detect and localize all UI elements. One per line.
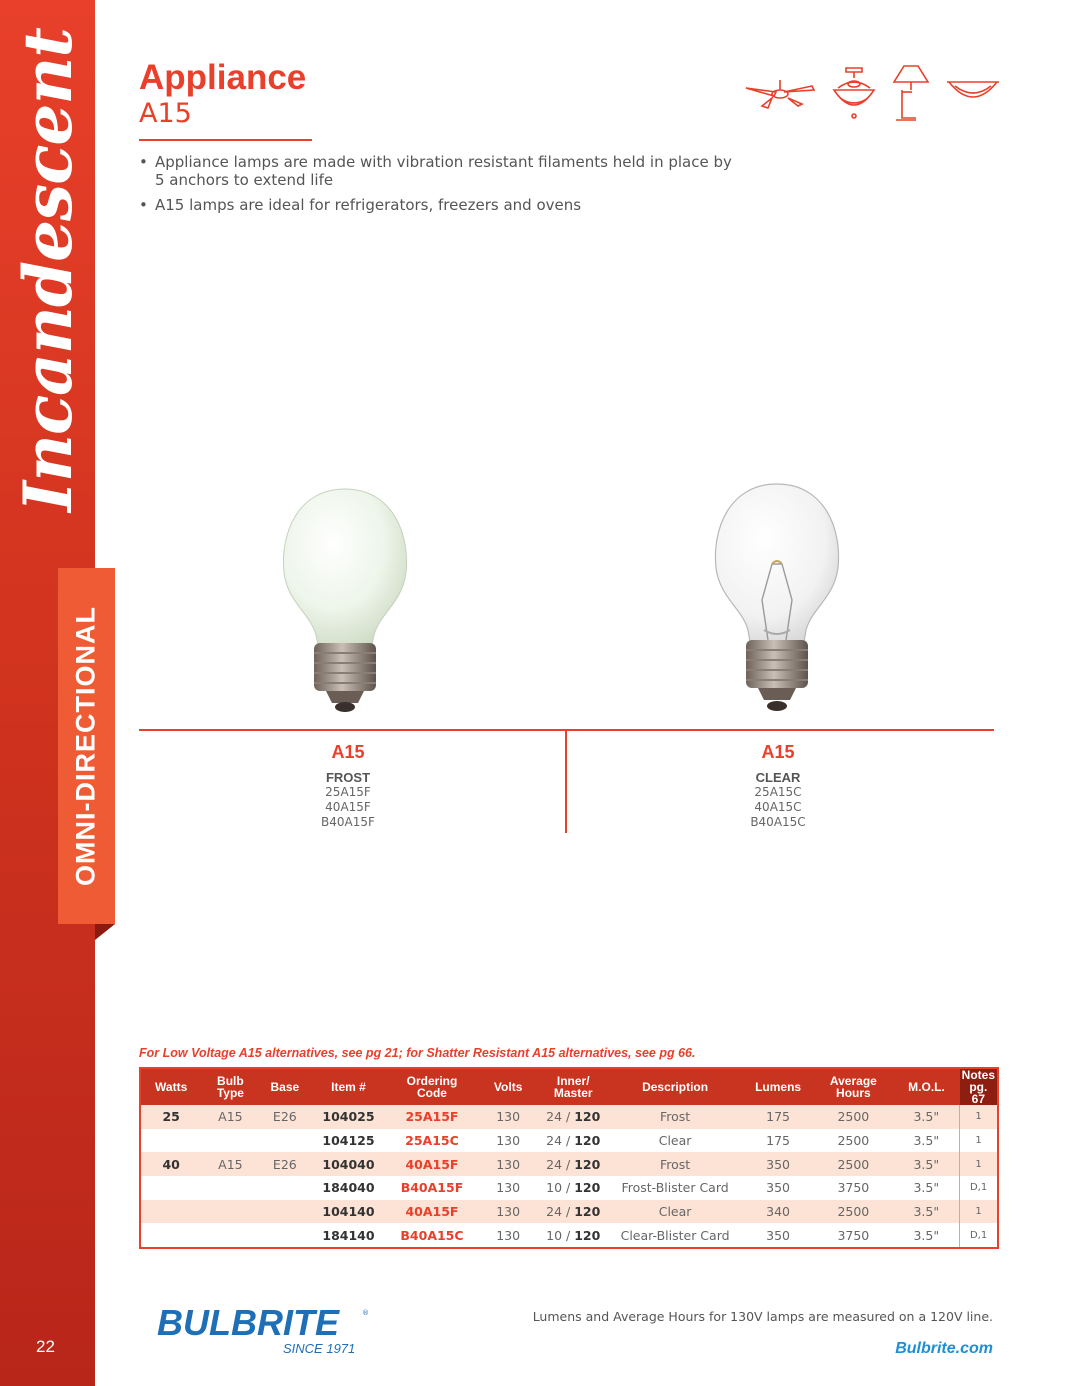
cell-lumens: 350 xyxy=(743,1223,814,1248)
registered-mark: ® xyxy=(362,1309,369,1317)
cell-inner-master: 24 / 120 xyxy=(539,1152,607,1176)
feature-item xyxy=(139,153,739,189)
cell-volts: 130 xyxy=(477,1176,539,1200)
cell-base: E26 xyxy=(259,1152,310,1176)
cell-average-hours: 3750 xyxy=(813,1223,893,1248)
cell-watts xyxy=(140,1200,201,1224)
frost-bulb-image xyxy=(270,485,420,717)
page-number: 22 xyxy=(36,1337,55,1356)
cell-notes: D,1 xyxy=(960,1223,998,1248)
cell-inner-master: 10 / 120 xyxy=(539,1176,607,1200)
cell-watts xyxy=(140,1176,201,1200)
cell-item: 184140 xyxy=(310,1223,387,1248)
cell-average-hours: 2500 xyxy=(813,1152,893,1176)
product-finish: CLEAR xyxy=(755,770,801,785)
product-name: A15 xyxy=(331,742,365,762)
page-subtitle: A15 xyxy=(139,98,192,129)
bowl-fixture-icon xyxy=(947,82,999,97)
cell-ordering-code: 25A15F xyxy=(387,1105,477,1129)
feature-text: Appliance lamps are made with vibration resistant filaments held in place by 5 anchors to extend life xyxy=(155,153,732,189)
table-row xyxy=(140,1105,998,1129)
table-row xyxy=(140,1176,998,1200)
cell-base xyxy=(259,1129,310,1153)
website-link[interactable]: Bulbrite.com xyxy=(895,1340,993,1357)
feature-item xyxy=(139,196,739,214)
table-row xyxy=(140,1223,998,1248)
cell-lumens: 175 xyxy=(743,1129,814,1153)
cell-item: 104025 xyxy=(310,1105,387,1129)
cell-average-hours: 2500 xyxy=(813,1200,893,1224)
brand-since: SINCE 1971 xyxy=(283,1341,356,1356)
cell-volts: 130 xyxy=(477,1105,539,1129)
cell-volts: 130 xyxy=(477,1152,539,1176)
cell-mol: 3.5" xyxy=(893,1152,959,1176)
lumens-footnote: Lumens and Average Hours for 130V lamps are measured on a 120V line. xyxy=(532,1309,993,1324)
cell-bulb-type xyxy=(201,1176,259,1200)
product-code: 25A15C xyxy=(754,785,802,799)
cell-notes: 1 xyxy=(960,1152,998,1176)
cell-average-hours: 3750 xyxy=(813,1176,893,1200)
product-name: A15 xyxy=(761,742,795,762)
cell-bulb-type xyxy=(201,1223,259,1248)
cell-lumens: 175 xyxy=(743,1105,814,1129)
cell-notes: 1 xyxy=(960,1129,998,1153)
category-tab-fold xyxy=(95,924,115,940)
ceiling-fan-icon xyxy=(746,80,814,108)
col-header-item: Item # xyxy=(310,1068,387,1105)
cell-lumens: 350 xyxy=(743,1176,814,1200)
table-header-row xyxy=(140,1068,998,1105)
cell-average-hours: 2500 xyxy=(813,1105,893,1129)
cell-mol: 3.5" xyxy=(893,1129,959,1153)
cell-lumens: 340 xyxy=(743,1200,814,1224)
cell-notes: 1 xyxy=(960,1200,998,1224)
cell-bulb-type xyxy=(201,1200,259,1224)
feature-text: A15 lamps are ideal for refrigerators, freezers and ovens xyxy=(155,196,582,214)
col-header-base: Base xyxy=(259,1068,310,1105)
product-code: B40A15C xyxy=(750,815,806,829)
cell-mol: 3.5" xyxy=(893,1105,959,1129)
product-column-divider xyxy=(565,731,567,833)
product-code: 40A15C xyxy=(754,800,802,814)
fixture-icons xyxy=(742,62,1004,122)
cell-ordering-code: B40A15C xyxy=(387,1223,477,1248)
table-row xyxy=(140,1152,998,1176)
cell-volts: 130 xyxy=(477,1129,539,1153)
cell-description: Clear xyxy=(607,1200,742,1224)
cell-base xyxy=(259,1223,310,1248)
col-header-bulb-type: Bulb Type xyxy=(201,1068,259,1105)
alternatives-note: For Low Voltage A15 alternatives, see pg 21; for Shatter Resistant A15 alternatives, see pg 66. xyxy=(139,1046,696,1060)
ceiling-fixture-icon xyxy=(834,68,874,118)
table-row xyxy=(140,1200,998,1224)
cell-ordering-code: 40A15F xyxy=(387,1200,477,1224)
cell-ordering-code: B40A15F xyxy=(387,1176,477,1200)
bullet-dot: • xyxy=(139,153,148,171)
spec-table xyxy=(139,1067,999,1249)
cell-watts: 40 xyxy=(140,1152,201,1176)
cell-notes: 1 xyxy=(960,1105,998,1129)
cell-description: Clear xyxy=(607,1129,742,1153)
cell-item: 104125 xyxy=(310,1129,387,1153)
cell-bulb-type xyxy=(201,1129,259,1153)
col-header-watts: Watts xyxy=(140,1068,201,1105)
cell-notes: D,1 xyxy=(960,1176,998,1200)
col-header-average-hours: Average Hours xyxy=(813,1068,893,1105)
cell-base xyxy=(259,1200,310,1224)
category-tab-label: OMNI-DIRECTIONAL xyxy=(70,606,101,886)
cell-inner-master: 24 / 120 xyxy=(539,1129,607,1153)
brand-logo[interactable] xyxy=(157,1302,369,1356)
cell-watts xyxy=(140,1129,201,1153)
wall-lamp-icon xyxy=(894,66,928,120)
cell-average-hours: 2500 xyxy=(813,1129,893,1153)
cell-bulb-type: A15 xyxy=(201,1105,259,1129)
cell-watts: 25 xyxy=(140,1105,201,1129)
cell-inner-master: 24 / 120 xyxy=(539,1105,607,1129)
cell-item: 104040 xyxy=(310,1152,387,1176)
col-header-notes: Notes pg. 67 xyxy=(960,1068,998,1105)
product-code: B40A15F xyxy=(321,815,375,829)
col-header-lumens: Lumens xyxy=(743,1068,814,1105)
cell-watts xyxy=(140,1223,201,1248)
cell-base xyxy=(259,1176,310,1200)
brand-wordmark: BULBRITE xyxy=(157,1302,339,1343)
cell-volts: 130 xyxy=(477,1200,539,1224)
section-script-title: Incandescent xyxy=(9,28,87,512)
title-underline xyxy=(139,139,312,141)
cell-base: E26 xyxy=(259,1105,310,1129)
col-header-ordering-code: Ordering Code xyxy=(387,1068,477,1105)
cell-inner-master: 24 / 120 xyxy=(539,1200,607,1224)
cell-ordering-code: 40A15F xyxy=(387,1152,477,1176)
cell-lumens: 350 xyxy=(743,1152,814,1176)
feature-list xyxy=(139,153,739,221)
cell-item: 184040 xyxy=(310,1176,387,1200)
page-title: Appliance xyxy=(139,58,307,97)
cell-description: Frost xyxy=(607,1105,742,1129)
cell-volts: 130 xyxy=(477,1223,539,1248)
cell-mol: 3.5" xyxy=(893,1176,959,1200)
clear-bulb-image xyxy=(702,480,852,717)
cell-description: Frost-Blister Card xyxy=(607,1176,742,1200)
col-header-volts: Volts xyxy=(477,1068,539,1105)
product-finish: FROST xyxy=(325,770,371,785)
cell-mol: 3.5" xyxy=(893,1200,959,1224)
product-code: 40A15F xyxy=(325,800,371,814)
cell-description: Frost xyxy=(607,1152,742,1176)
cell-description: Clear-Blister Card xyxy=(607,1223,742,1248)
bullet-dot: • xyxy=(139,196,148,214)
cell-ordering-code: 25A15C xyxy=(387,1129,477,1153)
cell-mol: 3.5" xyxy=(893,1223,959,1248)
col-header-description: Description xyxy=(607,1068,742,1105)
cell-item: 104140 xyxy=(310,1200,387,1224)
cell-bulb-type: A15 xyxy=(201,1152,259,1176)
product-code: 25A15F xyxy=(325,785,371,799)
col-header-inner-master: Inner/ Master xyxy=(539,1068,607,1105)
product-frost xyxy=(228,742,468,830)
cell-inner-master: 10 / 120 xyxy=(539,1223,607,1248)
product-clear xyxy=(658,742,898,830)
col-header-mol: M.O.L. xyxy=(893,1068,959,1105)
table-row xyxy=(140,1129,998,1153)
